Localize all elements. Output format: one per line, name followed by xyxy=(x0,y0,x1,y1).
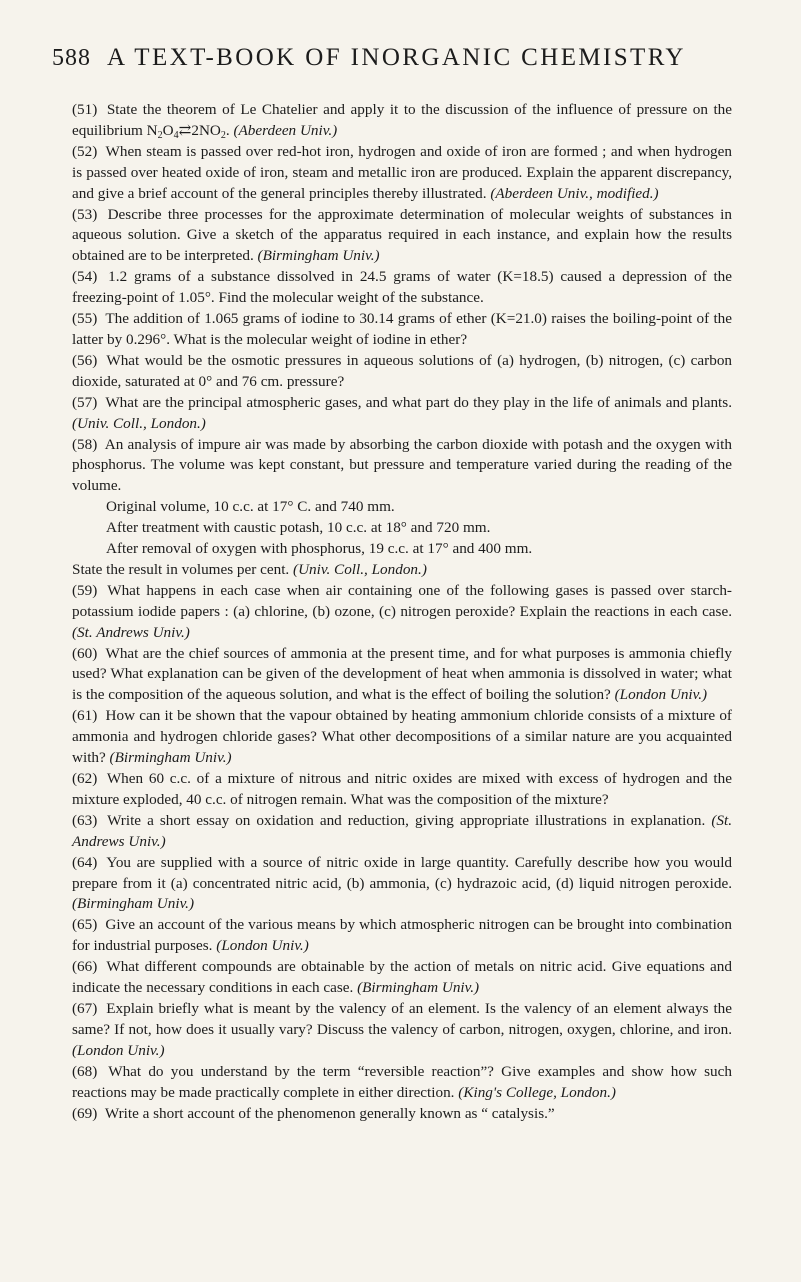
question-source: (London Univ.) xyxy=(72,1041,165,1059)
question-61: (61) How can it be shown that the vapour obtained by heating ammonium chloride consists of a mixture of ammonia and hydrogen chloride gases? What other decompositions of a similar nature are you acquainted with? (Birmingham Univ.) xyxy=(72,707,732,767)
question-63: (63) Write a short essay on oxidation and reduction, giving appropriate illustrations in explanation. (St. Andrews Univ.) xyxy=(72,811,732,850)
question-60: (60) What are the chief sources of ammonia at the present time, and for what purposes is ammonia chiefly used? What explanation can be given of the development of heat when ammonia is dissolved in water; what is the composition of the aqueous solution, and what is the effect of boiling the solution? (London Univ.) xyxy=(72,644,732,704)
question-source: (Birmingham Univ.) xyxy=(72,895,195,913)
question-source: (London Univ.) xyxy=(216,937,309,955)
page-number: 588 xyxy=(52,45,91,71)
data-line: Original volume, 10 c.c. at 17° C. and 740 mm. xyxy=(106,498,395,516)
question-64: (64) You are supplied with a source of nitric oxide in large quantity. Carefully describe how you would prepare from it (a) concentrated nitric acid, (b) ammonia, (c) hydrazoic acid, (d) liquid nitrogen peroxide. (Birmingham Univ.) xyxy=(72,853,733,913)
running-title: A TEXT-BOOK OF INORGANIC CHEMISTRY xyxy=(107,44,686,71)
question-66: (66) What different compounds are obtainable by the action of metals on nitric acid. Give equations and indicate the necessary conditions in each case. (Birmingham Univ.) xyxy=(72,958,732,997)
question-56: (56) What would be the osmotic pressures in aqueous solutions of (a) hydrogen, (b) nitrogen, (c) carbon dioxide, saturated at 0° and 76 cm. pressure? xyxy=(72,351,733,390)
question-53: (53) Describe three processes for the approximate determination of molecular weights of substances in aqueous solution. Give a sketch of the apparatus required in each instance, and explain how the results obtained are to be interpreted. (Birmingham Univ.) xyxy=(72,205,732,265)
page-header xyxy=(52,44,752,84)
question-62: (62) When 60 c.c. of a mixture of nitrous and nitric oxides are mixed with excess of hydrogen and the mixture exploded, 40 c.c. of nitrogen remain. What was the composition of the mixture? xyxy=(72,770,732,808)
question-67: (67) Explain briefly what is meant by the valency of an element. Is the valency of an element always the same? If not, how does it usually vary? Discuss the valency of carbon, nitrogen, oxygen, chlorine, and iron. (London Univ.) xyxy=(72,999,733,1059)
question-68: (68) What do you understand by the term “reversible reaction”? Give examples and show how such reactions may be made practically complete in either direction. (King's College, London.) xyxy=(72,1062,732,1101)
question-source: (St. Andrews Univ.) xyxy=(72,623,190,641)
question-69: (69) Write a short account of the phenomenon generally known as “ catalysis.” xyxy=(72,1104,555,1122)
question-source: (Aberdeen Univ.) xyxy=(233,121,338,139)
question-source: (Birmingham Univ.) xyxy=(357,979,480,997)
question-source: (St. Andrews Univ.) xyxy=(72,811,732,850)
question-source: (Birmingham Univ.) xyxy=(109,749,232,767)
question-list xyxy=(72,100,732,1124)
data-line: After treatment with caustic potash, 10 c.c. at 18° and 720 mm. xyxy=(106,519,491,537)
question-58: (58) An analysis of impure air was made by absorbing the carbon dioxide with potash and the oxygen with phosphorus. The volume was kept constant, but pressure and temperature varied during the reading of the volume. xyxy=(72,435,732,495)
question-58-tail: State the result in volumes per cent. (Univ. Coll., London.) xyxy=(72,560,427,578)
chemical-equation: $N_2O_4⇄2NO_2$. xyxy=(146,121,230,141)
question-59: (59) What happens in each case when air containing one of the following gases is passed over starch-potassium iodide papers : (a) chlorine, (b) ozone, (c) nitrogen peroxide? Explain the reactions in each case. (St. Andrews Univ.) xyxy=(72,581,732,641)
question-source: (Univ. Coll., London.) xyxy=(72,414,206,432)
question-51: (51) State the theorem of Le Chatelier and apply it to the discussion of the influence of pressure on the equilibrium $N_2O_4⇄2NO_2$. (Aberdeen Univ.) xyxy=(72,101,733,141)
question-57: (57) What are the principal atmospheric gases, and what part do they play in the life of animals and plants. (Univ. Coll., London.) xyxy=(72,393,732,432)
question-65: (65) Give an account of the various means by which atmospheric nitrogen can be brought into combination for industrial purposes. (London Univ.) xyxy=(72,916,732,955)
question-52: (52) When steam is passed over red-hot iron, hydrogen and oxide of iron are formed ; and when hydrogen is passed over heated oxide of iron, steam and metallic iron are produced. Explain the apparent discrepancy, and give a brief account of the general principles thereby illustrated. (Aberdeen Univ., modified.) xyxy=(72,142,732,202)
question-54: (54) 1.2 grams of a substance dissolved in 24.5 grams of water (K=18.5) caused a depression of the freezing-point of 1.05°. Find the molecular weight of the substance. xyxy=(72,268,733,307)
question-source: (Birmingham Univ.) xyxy=(257,247,380,265)
question-source: (Aberdeen Univ., modified.) xyxy=(490,184,659,202)
question-source: (Univ. Coll., London.) xyxy=(293,560,427,578)
question-source: (King's College, London.) xyxy=(458,1083,616,1101)
question-55: (55) The addition of 1.065 grams of iodine to 30.14 grams of ether (K=21.0) raises the boiling-point of the latter by 0.296°. What is the molecular weight of iodine in ether? xyxy=(72,310,733,348)
data-line: After removal of oxygen with phosphorus, 19 c.c. at 17° and 400 mm. xyxy=(106,540,533,558)
question-source: (London Univ.) xyxy=(614,686,708,704)
